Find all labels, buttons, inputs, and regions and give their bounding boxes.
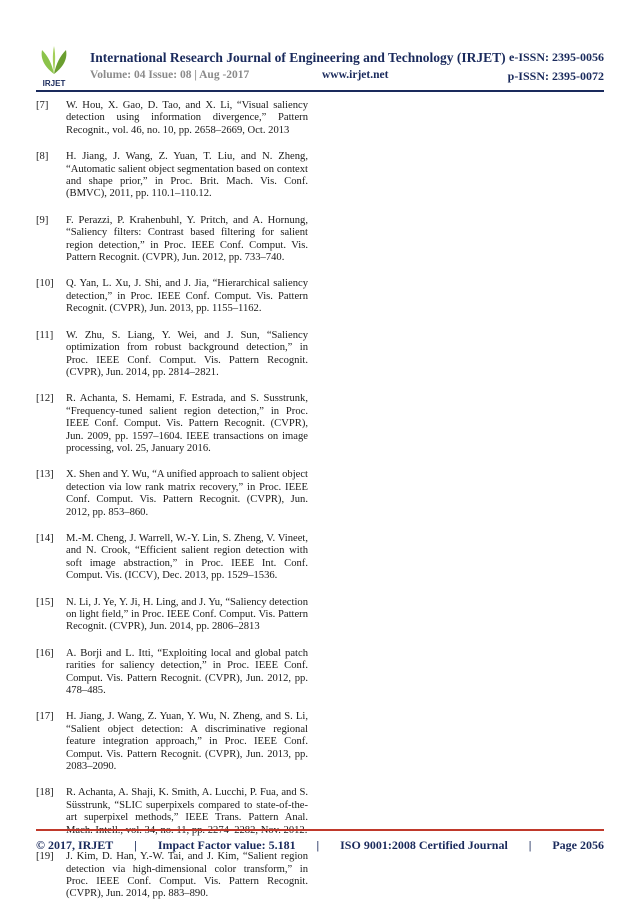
- reference-item: [36, 469, 308, 519]
- footer-copyright: © 2017, IRJET: [36, 837, 114, 852]
- reference-number: [18]: [36, 787, 54, 799]
- journal-title: International Research Journal of Engineering and Technology (IRJET): [90, 50, 506, 65]
- reference-number: [8]: [36, 151, 49, 163]
- footer-rule: [36, 829, 604, 831]
- reference-number: [10]: [36, 278, 54, 290]
- footer-iso: ISO 9001:2008 Certified Journal: [340, 837, 508, 852]
- irjet-logo: [36, 44, 72, 88]
- reference-item: [36, 278, 308, 315]
- reference-text: N. Li, J. Ye, Y. Ji, H. Ling, and J. Yu, “Saliency detection on light field,” in Proc. IEEE Conf. Comput. Vis. Pattern Recognit. (CVPR), Jun. 2014, pp. 2806–2813: [66, 596, 308, 633]
- reference-item: [36, 851, 308, 901]
- reference-text: H. Jiang, J. Wang, Z. Yuan, T. Liu, and N. Zheng, “Automatic salient object segmentation based on context and shape prior,” in Proc. Brit. Mach. Vis. Conf. (BMVC), 2011, pp. 110.1–110.12.: [66, 151, 308, 200]
- reference-text: Q. Yan, L. Xu, J. Shi, and J. Jia, “Hierarchical saliency detection,” in Proc. IEEE Conf. Comput. Vis. Pattern Recognit. (CVPR), Jun. 2013, pp. 1155–1162.: [66, 278, 308, 315]
- reference-item: [36, 711, 308, 773]
- reference-item: [36, 533, 308, 583]
- reference-number: [7]: [36, 100, 49, 111]
- reference-number: [15]: [36, 596, 54, 608]
- leaf-logo-icon: [36, 44, 72, 88]
- reference-text: R. Achanta, A. Shaji, K. Smith, A. Lucchi, P. Fua, and S. Süsstrunk, “SLIC superpixels compared to state-of-the-art superpixel methods,” IEEE Trans. Pattern Anal.: [66, 787, 308, 824]
- reference-item: [36, 215, 308, 265]
- footer-separator: |: [134, 837, 137, 852]
- reference-item: [36, 151, 308, 201]
- footer-impact-factor: Impact Factor value: 5.181: [157, 837, 296, 852]
- reference-item: [36, 330, 308, 380]
- reference-number: [9]: [36, 214, 49, 226]
- footer-page-number: Page 2056: [552, 837, 604, 852]
- reference-number: [19]: [36, 851, 54, 863]
- reference-item: [36, 100, 308, 137]
- reference-number: [13]: [36, 469, 54, 481]
- reference-number: [12]: [36, 393, 54, 405]
- reference-number: [17]: [36, 711, 54, 723]
- reference-number: [11]: [36, 329, 54, 341]
- reference-number: [14]: [36, 532, 54, 544]
- page-header: [36, 40, 604, 92]
- journal-website[interactable]: www.irjet.net: [322, 69, 389, 81]
- reference-text: J. Kim, D. Han, Y.-W. Tai, and J. Kim, “Salient region detection via high-dimensional color transform,” in Proc. IEEE Conf. Comput. Vis. Pattern Recognit. (CVPR), Jun. 2014, pp. 883–890.: [66, 851, 308, 900]
- pissn: p-ISSN: 2395-0072: [507, 69, 604, 83]
- reference-text: R. Achanta, S. Hemami, F. Estrada, and S. Susstrunk, “Frequency-tuned salient region detection,” in Proc. IEEE Conf. Comput. Vis. Pattern Recognit. (CVPR), Jun. 2009, pp. 1597–1604. IEEE transactions on image processing, vol. 25, January 2016.: [66, 393, 308, 454]
- reference-text: H. Jiang, J. Wang, Z. Yuan, Y. Wu, N. Zheng, and S. Li, “Salient object detection: A discriminative regional feature integration approach,” in Proc. IEEE Conf. Comput. Vis. Pattern Recognit. (CVPR), Jun. 2013, pp. 2083–2090.: [66, 711, 308, 773]
- volume-issue: Volume: 04 Issue: 08 | Aug -2017: [90, 69, 250, 81]
- reference-item: [36, 648, 308, 698]
- reference-text: A. Borji and L. Itti, “Exploiting local and global patch rarities for saliency detection,” in Proc. IEEE Conf. Comput. Vis. Pattern Recognit. (CVPR), Jun. 2012, pp. 478–485.: [66, 647, 308, 697]
- reference-text: F. Perazzi, P. Krahenbuhl, Y. Pritch, and A. Hornung, “Saliency filters: Contrast based filtering for salient region detection,” in Proc. IEEE Conf. Comput. Vis. Pattern Recognit. (CVPR), Jun. 2012, pp. 733–740.: [66, 214, 308, 264]
- reference-text: W. Hou, X. Gao, D. Tao, and X. Li, “Visual saliency detection using information divergence,” Pattern Recognit., vol. 46, no. 10, pp. 2658–2669, Oct. 2013: [66, 100, 308, 136]
- logo-text: IRJET: [42, 79, 66, 88]
- reference-text: W. Zhu, S. Liang, Y. Wei, and J. Sun, “Saliency optimization from robust background detection,” in Proc. IEEE Conf. Comput. Vis. Pattern Recognit. (CVPR), Jun. 2014, pp. 2814–2821.: [66, 329, 308, 378]
- reference-text: X. Shen and Y. Wu, “A unified approach to salient object detection via low rank matrix recovery,” in Proc. IEEE Conf. Comput. Vis. Pattern Recognit. (CVPR), Jun. 2012, pp. 853–860.: [66, 469, 308, 518]
- page-footer: [36, 836, 604, 854]
- reference-text: M.-M. Cheng, J. Warrell, W.-Y. Lin, S. Zheng, V. Vineet, and N. Crook, “Efficient salient region detection with soft image abstraction,” in Proc. IEEE Int. Conf. Comput. Vis. (ICCV), Dec. 2013, pp. 1529–1536.: [66, 532, 308, 582]
- reference-number: [16]: [36, 647, 54, 659]
- footer-separator: |: [316, 837, 320, 852]
- footer-separator: |: [528, 837, 532, 852]
- reference-item: [36, 393, 308, 455]
- reference-item: [36, 597, 308, 634]
- header-rule: [36, 90, 604, 92]
- eissn: e-ISSN: 2395-0056: [509, 50, 604, 64]
- reference-list: [36, 100, 308, 915]
